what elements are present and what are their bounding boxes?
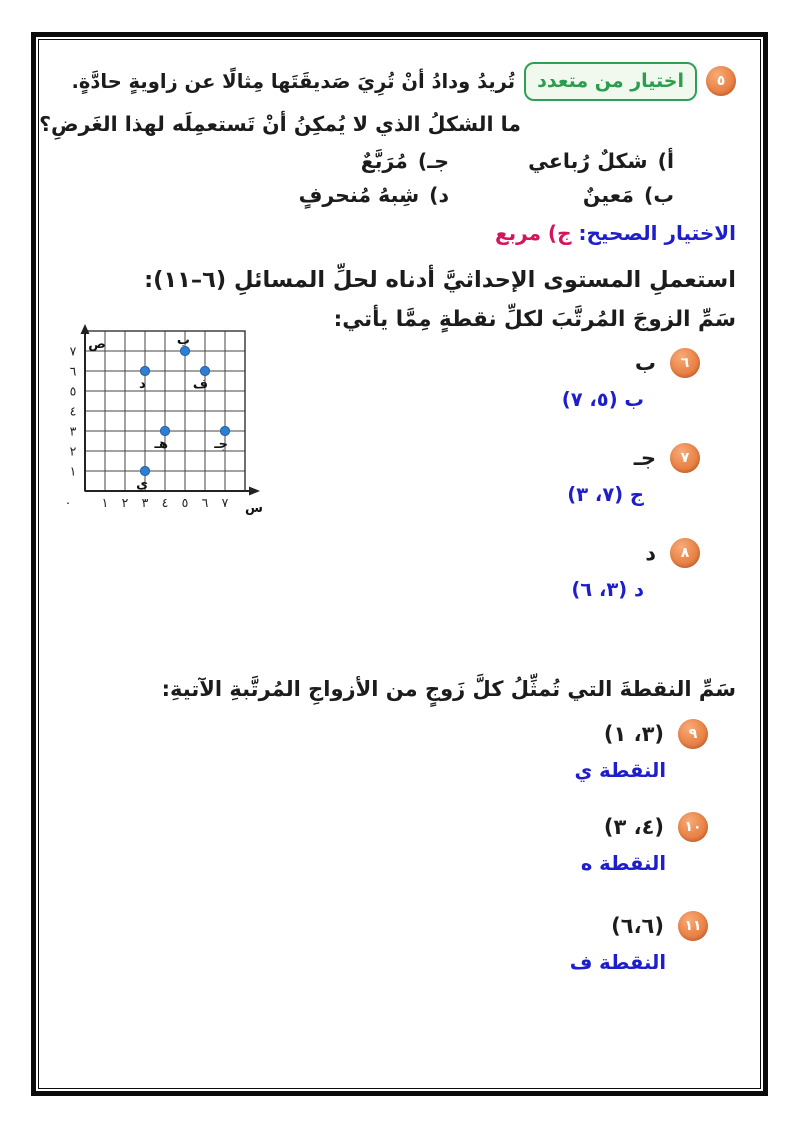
choice-c-text: مُرَبَّعٌ — [360, 148, 408, 173]
section-b-heading: سَمِّ النقطةَ التي تُمثِّلُ كلَّ زَوجٍ من الأزواجِ المُرتَّبةِ الآتيةِ: — [161, 676, 736, 701]
svg-text:ف: ف — [192, 376, 208, 392]
coordinate-plane — [61, 323, 263, 531]
coordinate-plane-figure — [61, 323, 263, 535]
question-5-answer-line — [59, 221, 736, 245]
svg-text:٦: ٦ — [69, 363, 77, 379]
question-11-prompt: (٦،٦) — [611, 913, 664, 938]
svg-text:ب: ب — [176, 332, 190, 348]
svg-text:٥: ٥ — [69, 383, 77, 399]
svg-text:٠: ٠ — [64, 494, 72, 510]
question-10-row — [59, 812, 708, 842]
section-a-heading: سَمِّ الزوجَ المُرتَّبَ لكلِّ نقطةٍ مِمَّا يأتي: — [333, 306, 736, 332]
question-9-number-badge: ٩ — [678, 719, 708, 749]
svg-text:ي: ي — [136, 476, 148, 492]
svg-text:هـ: هـ — [154, 436, 168, 452]
choice-b — [449, 183, 674, 207]
svg-text:٤: ٤ — [69, 403, 77, 419]
answer-value: ج) مربع — [494, 220, 572, 245]
svg-text:٢: ٢ — [69, 443, 77, 459]
page-outer-border — [31, 32, 768, 1096]
choice-c — [179, 149, 449, 173]
choice-d-key: د) — [429, 182, 449, 207]
question-11 — [59, 911, 708, 974]
multiple-choice-tag: اختيار من متعدد — [524, 62, 697, 101]
coordinate-plane-instruction: استعملِ المستوى الإحداثيَّ أدناه لحلِّ المسائلِ (٦–١١): — [144, 266, 736, 293]
question-10-prompt: (٤، ٣) — [603, 814, 664, 839]
svg-text:١: ١ — [101, 494, 109, 510]
question-7-number-badge: ٧ — [670, 443, 700, 473]
svg-text:٦: ٦ — [201, 494, 209, 510]
question-6-answer: ب (٥، ٧) — [561, 387, 644, 411]
question-7-answer: ج (٧، ٣) — [567, 482, 644, 506]
svg-text:د: د — [139, 376, 146, 392]
question-7-prompt: جـ — [633, 445, 656, 470]
svg-text:ص: ص — [88, 336, 106, 352]
svg-text:٣: ٣ — [69, 423, 77, 439]
choice-d — [179, 183, 449, 207]
choice-a — [449, 149, 674, 173]
question-8-prompt: د — [645, 540, 656, 565]
svg-text:٤: ٤ — [161, 494, 169, 510]
svg-text:٧: ٧ — [221, 494, 229, 510]
question-11-number-badge: ١١ — [678, 911, 708, 941]
svg-text:٣: ٣ — [141, 494, 149, 510]
answer-label: الاختيار الصحيح: — [578, 220, 736, 245]
svg-text:٧: ٧ — [69, 343, 77, 359]
choice-b-key: ب) — [644, 182, 674, 207]
choice-c-key: جـ) — [417, 148, 449, 173]
svg-text:١: ١ — [69, 463, 77, 479]
question-8 — [59, 538, 700, 601]
question-9-prompt: (٣، ١) — [603, 721, 664, 746]
question-6-number-badge: ٦ — [670, 348, 700, 378]
section-name-ordered-pairs — [59, 307, 736, 659]
question-10 — [59, 812, 708, 875]
page-inner-border — [38, 39, 761, 1089]
question-8-number-badge: ٨ — [670, 538, 700, 568]
question-10-number-badge: ١٠ — [678, 812, 708, 842]
question-5-text-line2: ما الشكلُ الذي لا يُمكِنُ أنْ تَستعمِلَه لهذا الغَرضِ؟ — [39, 111, 521, 136]
question-9 — [59, 719, 708, 782]
svg-text:س: س — [245, 500, 263, 516]
question-5-header — [59, 62, 736, 101]
svg-text:٥: ٥ — [181, 494, 189, 510]
question-9-answer: النقطة ي — [574, 758, 666, 782]
question-10-answer: النقطة ه — [580, 851, 666, 875]
question-5-choices — [59, 149, 674, 207]
question-11-row — [59, 911, 708, 941]
question-8-answer: د (٣، ٦) — [571, 577, 644, 601]
svg-text:٢: ٢ — [121, 494, 129, 510]
choice-a-key: أ) — [657, 148, 674, 173]
svg-text:جـ: جـ — [214, 436, 228, 452]
choice-a-text: شكلٌ رُباعي — [528, 148, 648, 173]
question-5-text-line1: تُريدُ ودادُ أنْ تُرِيَ صَديقَتَها مِثالًا عن زاويةٍ حادَّةٍ. — [71, 69, 516, 93]
choice-d-text: شِبهُ مُنحرفٍ — [298, 182, 420, 207]
question-9-row — [59, 719, 708, 749]
question-11-answer: النقطة ف — [569, 950, 666, 974]
choice-b-text: مَعينٌ — [582, 182, 635, 207]
question-6-prompt: ب — [634, 350, 656, 375]
question-5-number-badge: ٥ — [706, 66, 736, 96]
question-8-row — [59, 538, 700, 568]
